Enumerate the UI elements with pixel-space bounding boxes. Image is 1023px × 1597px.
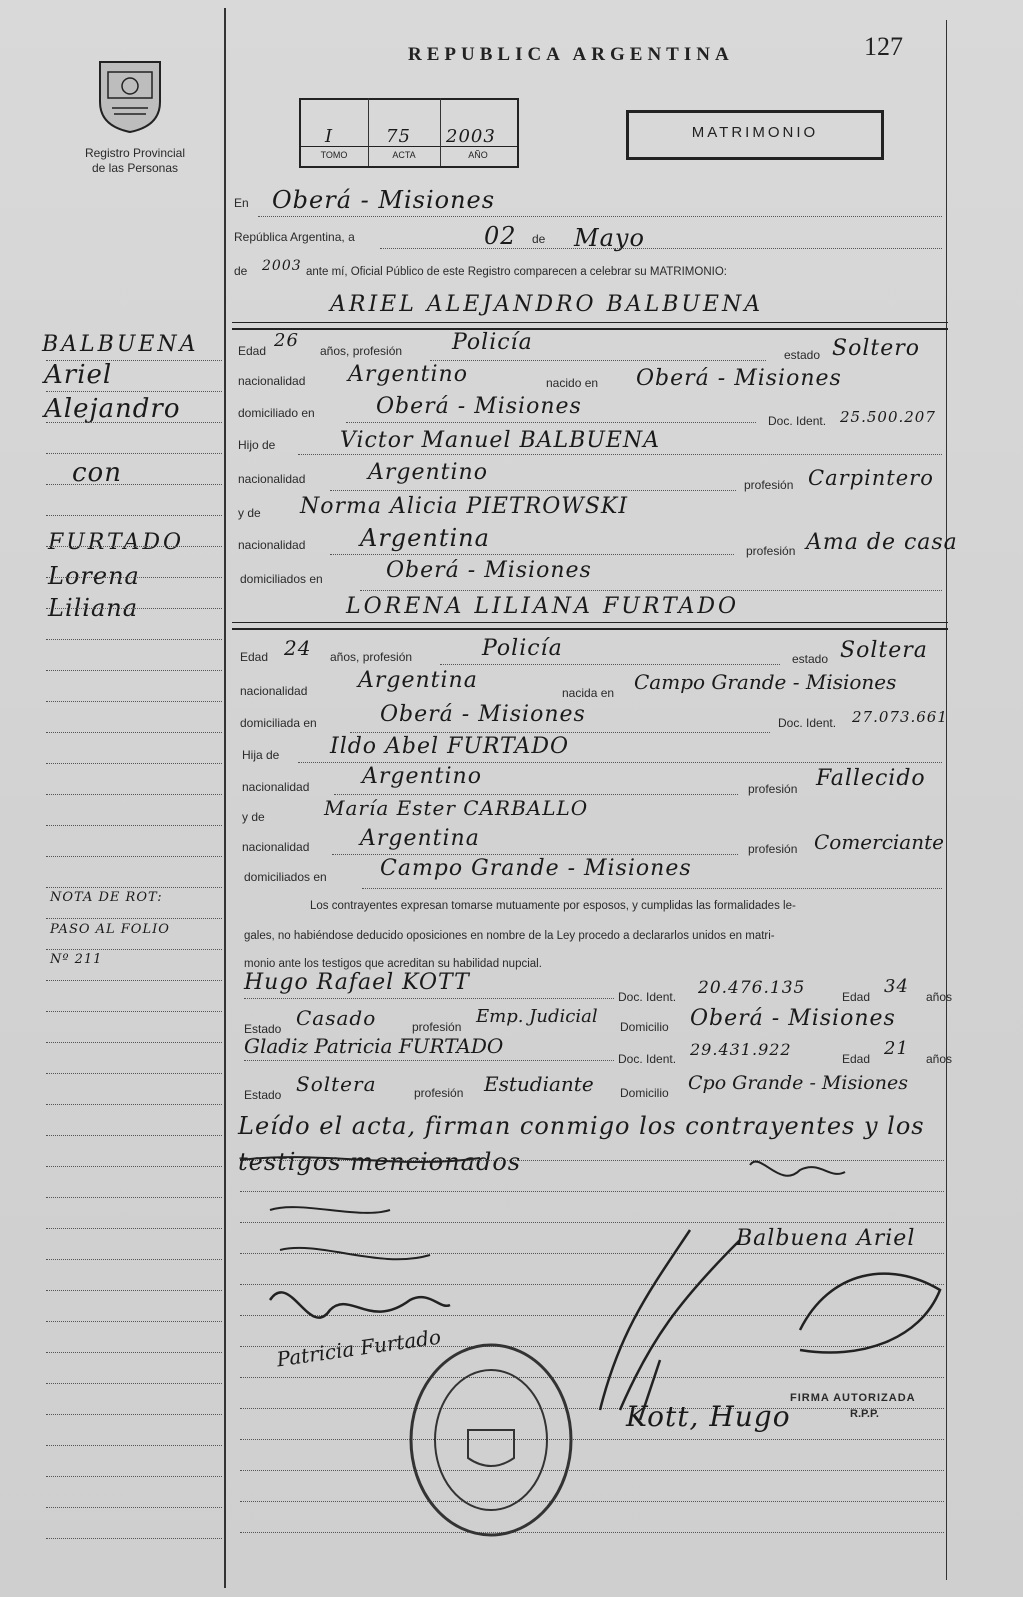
- margin-groom-name1: Ariel: [44, 360, 113, 390]
- groom-mother-nat-label: nacionalidad: [238, 538, 306, 552]
- closing-line: Leído el acta, firman conmigo los contrayentes y los testigos mencionados: [238, 1112, 925, 1176]
- witness1-estado: Casado: [296, 1006, 377, 1030]
- rule: [430, 360, 766, 361]
- witness2-doc-label: Doc. Ident.: [618, 1052, 677, 1066]
- margin-rule: [46, 1104, 222, 1105]
- groom-nationality: Argentino: [348, 362, 468, 387]
- rule: [346, 422, 756, 423]
- margin-con: con: [72, 458, 122, 488]
- bride-name-underline: [232, 622, 948, 623]
- margin-rule: [46, 887, 222, 888]
- margin-rule: [46, 639, 222, 640]
- bride-mother-nat-label: nacionalidad: [242, 840, 310, 854]
- groom-domicile: Oberá - Misiones: [376, 394, 582, 419]
- groom-mother: Norma Alicia PIETROWSKI: [300, 494, 629, 519]
- groom-doc-label: Doc. Ident.: [768, 414, 827, 428]
- groom-mother-prof: Ama de casa: [806, 530, 958, 555]
- groom-father-nat: Argentino: [368, 460, 488, 485]
- ano-value: 2003: [446, 126, 496, 147]
- margin-rule: [46, 1507, 222, 1508]
- groom-father-nat-label: nacionalidad: [238, 472, 306, 486]
- groom-full-name: ARIEL ALEJANDRO BALBUENA: [330, 292, 764, 317]
- ano-label: AÑO: [468, 150, 488, 160]
- signature-witness1: Kott, Hugo: [626, 1400, 791, 1433]
- witness2-dom-label: Domicilio: [620, 1086, 669, 1100]
- rule: [330, 554, 734, 555]
- margin-rule: [46, 453, 222, 454]
- margin-rule: [46, 1476, 222, 1477]
- bride-doc-label: Doc. Ident.: [778, 716, 837, 730]
- page-number: 127: [864, 32, 903, 61]
- margin-rule: [46, 1538, 222, 1539]
- margin-line-left: [224, 8, 226, 1588]
- groom-birthplace: Oberá - Misiones: [636, 366, 842, 391]
- bride-birthplace: Campo Grande - Misiones: [634, 670, 897, 694]
- intro-day: 02: [484, 222, 517, 250]
- margin-rule: [46, 701, 222, 702]
- bride-nac-label: nacionalidad: [240, 684, 308, 698]
- witness1-prof-label: profesión: [412, 1020, 462, 1034]
- registry-line1: Registro Provincial: [84, 146, 186, 160]
- groom-parents-dom: Oberá - Misiones: [386, 558, 592, 583]
- section-divider: [232, 328, 948, 330]
- witness2-prof-label: profesión: [414, 1086, 464, 1100]
- margin-rule: [46, 794, 222, 795]
- margin-rule: [46, 1166, 222, 1167]
- rule: [380, 248, 942, 249]
- stamp-authorized-line1: FIRMA AUTORIZADA: [790, 1392, 916, 1404]
- registry-stamp-icon: [406, 1340, 576, 1540]
- bride-mother-nat: Argentina: [360, 826, 480, 851]
- groom-father-label: Hijo de: [238, 438, 276, 452]
- witness1-profession: Emp. Judicial: [476, 1006, 598, 1027]
- groom-nac-label: nacionalidad: [238, 374, 306, 388]
- witness2-domicile: Cpo Grande - Misiones: [688, 1072, 908, 1094]
- witness1-dom-label: Domicilio: [620, 1020, 669, 1034]
- margin-note2: PASO AL FOLIO: [50, 922, 170, 937]
- declaration-line3: monio ante los testigos que acreditan su habilidad nupcial.: [244, 958, 542, 970]
- groom-father-prof: Carpintero: [808, 466, 934, 490]
- bride-father-prof: Fallecido: [816, 766, 926, 791]
- intro-place: Oberá - Misiones: [272, 186, 496, 214]
- witness1-anos-label: años: [926, 990, 953, 1004]
- margin-rule: [46, 1197, 222, 1198]
- bride-dom-label: domiciliada en: [240, 716, 317, 730]
- republica-label: República Argentina, a: [234, 230, 355, 244]
- witness1-doc-label: Doc. Ident.: [618, 990, 677, 1004]
- groom-name-underline: [232, 322, 948, 323]
- margin-rule: [46, 1259, 222, 1260]
- witness1-age: 34: [884, 976, 909, 997]
- margin-bride-surname: FURTADO: [48, 530, 185, 555]
- declaration-line1: Los contrayentes expresan tomarse mutuamente por esposos, y cumplidas las formalidades le-: [310, 900, 796, 912]
- witness2-edad-label: Edad: [842, 1052, 871, 1066]
- bride-estado-label: estado: [792, 652, 829, 666]
- margin-rule: [46, 360, 222, 361]
- groom-doc: 25.500.207: [840, 408, 936, 426]
- margin-rule: [46, 949, 222, 950]
- groom-mother-prof-label: profesión: [746, 544, 796, 558]
- acta-value: 75: [386, 126, 411, 147]
- margin-rule: [46, 577, 222, 578]
- declaration-line2: gales, no habiéndose deducido oposiciones en nombre de la Ley procedo a declararlos unidos en matri-: [244, 930, 775, 942]
- margin-rule: [46, 1073, 222, 1074]
- bride-father-nat-label: nacionalidad: [242, 780, 310, 794]
- margin-rule: [46, 856, 222, 857]
- en-label: En: [234, 196, 249, 210]
- margin-rule: [46, 1135, 222, 1136]
- groom-estado: Soltero: [832, 336, 920, 361]
- margin-rule: [46, 670, 222, 671]
- margin-rule: [46, 515, 222, 516]
- witness2-age: 21: [884, 1038, 909, 1059]
- margin-rule: [46, 1290, 222, 1291]
- groom-nacido-label: nacido en: [546, 376, 599, 390]
- margin-rule: [46, 732, 222, 733]
- groom-estado-label: estado: [784, 348, 821, 362]
- witness2-estado-label: Estado: [244, 1088, 282, 1102]
- margin-note1: NOTA DE ROT:: [50, 890, 163, 905]
- de-label: de: [532, 232, 546, 246]
- margin-rule: [46, 1228, 222, 1229]
- stamp-authorized-line2: R.P.P.: [850, 1408, 879, 1420]
- witness2-estado: Soltera: [296, 1072, 377, 1096]
- witness1-name: Hugo Rafael KOTT: [244, 970, 470, 995]
- bride-age: 24: [284, 636, 312, 660]
- bride-full-name: LORENA LILIANA FURTADO: [346, 594, 740, 619]
- margin-rule: [46, 1383, 222, 1384]
- bride-domicile: Oberá - Misiones: [380, 702, 586, 727]
- witness2-profession: Estudiante: [484, 1072, 594, 1096]
- rule: [440, 664, 780, 665]
- witness2-anos-label: años: [926, 1052, 953, 1066]
- groom-edad-label: Edad: [238, 344, 267, 358]
- margin-bride-name1: Lorena: [48, 562, 140, 590]
- bride-estado: Soltera: [840, 638, 928, 663]
- margin-rule: [46, 1445, 222, 1446]
- provincial-seal-icon: [92, 52, 168, 134]
- groom-father: Victor Manuel BALBUENA: [340, 428, 661, 453]
- margin-rule: [46, 484, 222, 485]
- groom-anos-prof-label: años, profesión: [320, 344, 403, 358]
- margin-rule: [46, 422, 222, 423]
- margin-rule: [46, 1321, 222, 1322]
- groom-dom-label: domiciliado en: [238, 406, 315, 420]
- groom-father-prof-label: profesión: [744, 478, 794, 492]
- intro-text: ante mí, Oficial Público de este Registro comparecen a celebrar su MATRIMONIO:: [306, 266, 727, 278]
- margin-rule: [46, 1414, 222, 1415]
- intro-year: 2003: [262, 258, 302, 274]
- country-title: REPUBLICA ARGENTINA: [408, 44, 734, 65]
- margin-rule: [46, 980, 222, 981]
- de-year-label: de: [234, 264, 248, 278]
- bride-nationality: Argentina: [358, 668, 478, 693]
- rule: [330, 490, 736, 491]
- bride-father-label: Hija de: [242, 748, 280, 762]
- registry-label: [60, 146, 210, 176]
- margin-groom-surname: BALBUENA: [42, 332, 199, 357]
- bride-mother-prof-label: profesión: [748, 842, 798, 856]
- signature-scribbles: [240, 1150, 960, 1590]
- bride-anos-prof-label: años, profesión: [330, 650, 413, 664]
- margin-rule: [46, 608, 222, 609]
- rule: [258, 216, 942, 217]
- signature-witness2: Patricia Furtado: [275, 1324, 443, 1372]
- bride-father-prof-label: profesión: [748, 782, 798, 796]
- bride-mother-prof: Comerciante: [814, 830, 944, 854]
- section-divider: [232, 628, 948, 630]
- signature-groom: Balbuena Ariel: [736, 1226, 916, 1251]
- tomo-value: I: [325, 126, 334, 147]
- witness2-doc: 29.431.922: [690, 1040, 792, 1059]
- margin-note3: Nº 211: [50, 952, 103, 967]
- bride-mother: María Ester CARBALLO: [324, 796, 589, 820]
- groom-age: 26: [274, 330, 299, 351]
- groom-mother-nat: Argentina: [360, 524, 490, 552]
- witness1-estado-label: Estado: [244, 1022, 282, 1036]
- rule: [244, 1060, 614, 1061]
- bride-father-nat: Argentino: [362, 764, 482, 789]
- rule: [334, 794, 738, 795]
- bride-edad-label: Edad: [240, 650, 269, 664]
- margin-rule: [46, 1011, 222, 1012]
- document-type: MATRIMONIO: [691, 124, 819, 141]
- bride-parents-dom: Campo Grande - Misiones: [380, 856, 692, 881]
- groom-parents-dom-label: domiciliados en: [240, 572, 323, 586]
- witness2-name: Gladiz Patricia FURTADO: [244, 1034, 504, 1058]
- witness1-edad-label: Edad: [842, 990, 871, 1004]
- bride-nacida-label: nacida en: [562, 686, 615, 700]
- margin-rule: [46, 1352, 222, 1353]
- witness1-domicile: Oberá - Misiones: [690, 1006, 896, 1031]
- rule: [350, 732, 770, 733]
- margin-rule: [46, 825, 222, 826]
- bride-mother-label: y de: [242, 810, 265, 824]
- bride-profession: Policía: [482, 636, 563, 661]
- registry-line2: de las Personas: [91, 161, 179, 175]
- intro-month: Mayo: [574, 224, 645, 252]
- margin-groom-name2: Alejandro: [44, 394, 181, 424]
- groom-profession: Policía: [452, 330, 533, 355]
- margin-bride-name2: Liliana: [48, 594, 139, 622]
- margin-rule: [46, 918, 222, 919]
- margin-rule: [46, 391, 222, 392]
- acta-label: ACTA: [392, 150, 416, 160]
- margin-rule: [46, 1042, 222, 1043]
- margin-rule: [46, 763, 222, 764]
- rule: [332, 854, 738, 855]
- rule: [360, 590, 942, 591]
- witness1-doc: 20.476.135: [698, 978, 806, 998]
- rule: [298, 454, 942, 455]
- rule: [298, 762, 942, 763]
- bride-doc: 27.073.661: [852, 708, 948, 726]
- margin-rule: [46, 546, 222, 547]
- tomo-label: TOMO: [320, 150, 348, 160]
- bride-father: Ildo Abel FURTADO: [330, 734, 570, 759]
- rule: [362, 888, 942, 889]
- bride-parents-dom-label: domiciliados en: [244, 870, 327, 884]
- groom-mother-label: y de: [238, 506, 261, 520]
- rule: [244, 998, 614, 999]
